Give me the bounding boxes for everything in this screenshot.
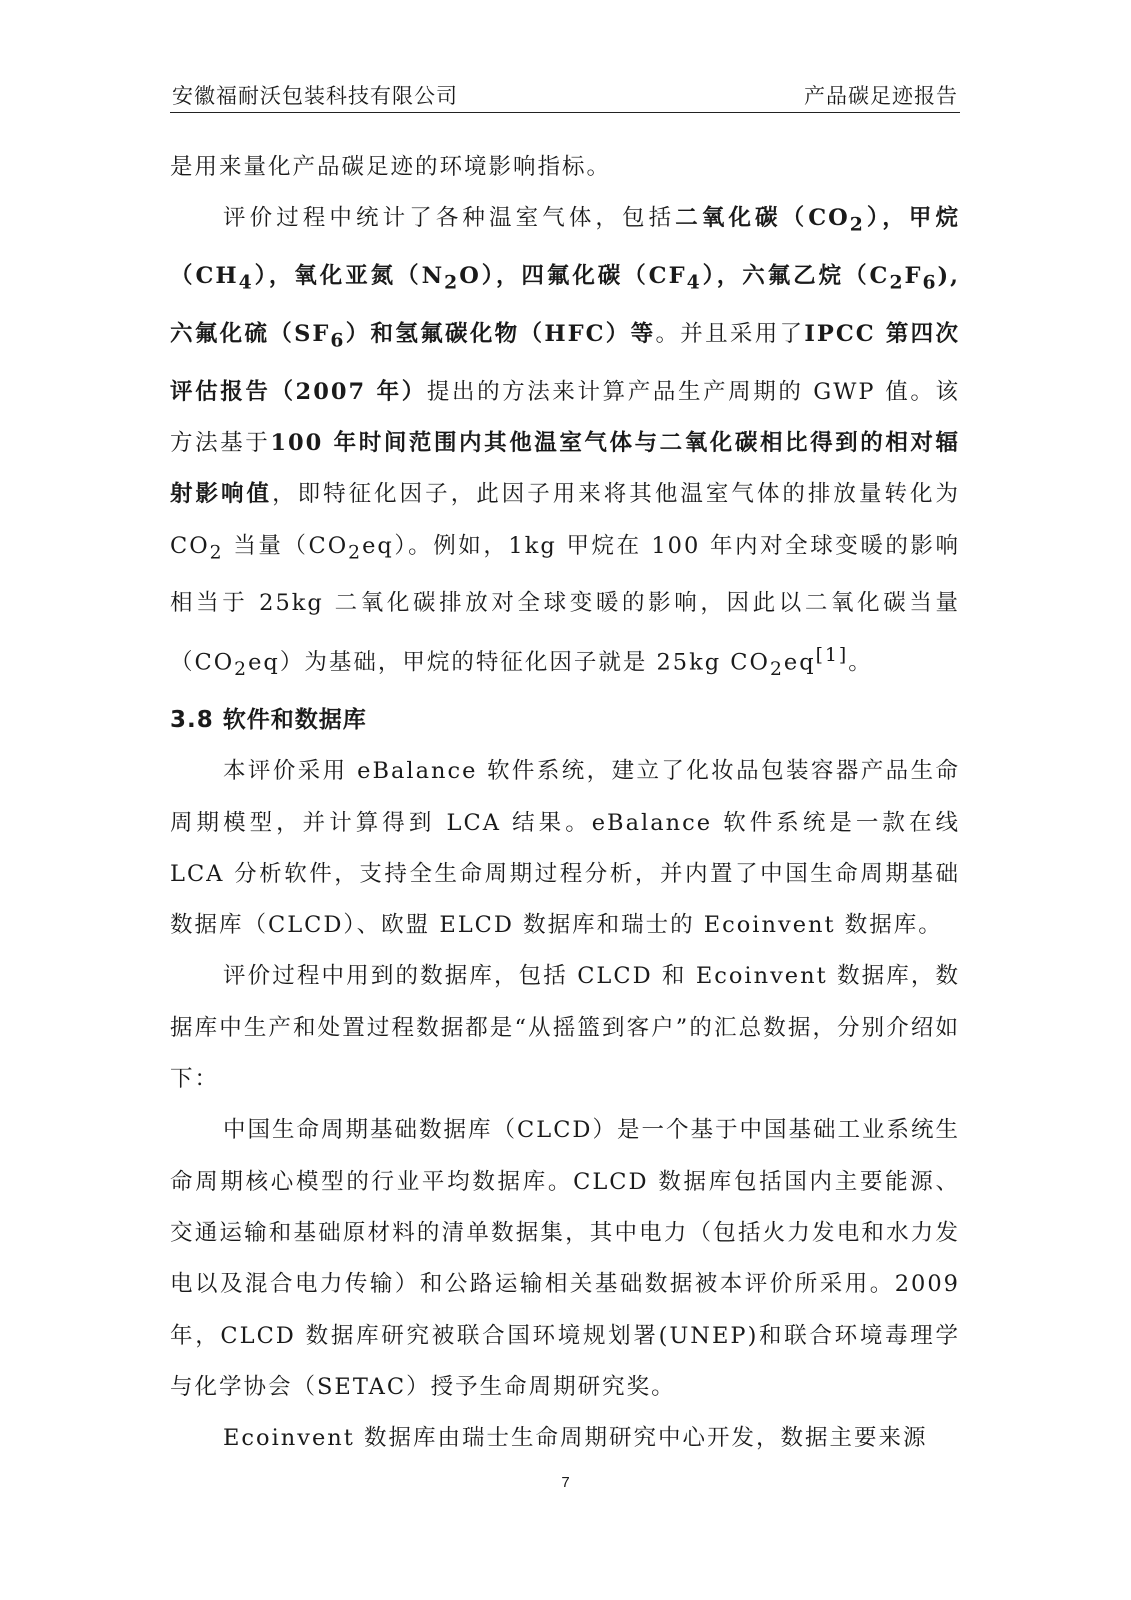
paragraph-ghg: 评价过程中统计了各种温室气体，包括二氧化碳$(CO_2)$，甲烷$(CH_4)$，氧化亚氮$(N_2O)$，四氟化碳$(CF_4)$，六氟乙烷$(C_2F_6)$, 六氟化硫$(SF_6)$和氢氟碳化物（HFC）等。并且采用了IPCC 第四次评估报告（2007 年）提出的方法来计算产品生产周期的 GWP 值。该方法基于100 年时间范围内其他温室气体与二氧化碳相比得到的相对辐射影响值，即特征化因子，此因子用来将其他温室气体的排放量转化为 $CO_2$ 当量$(CO_2eq)$。例如，1kg 甲烷在 100 年内对全球变暖的影响相当于 25kg 二氧化碳排放对全球变暖的影响，因此以二氧化碳当量$(CO_2eq)$为基础，甲烷的特征化因子就是 25kg $CO_2eq[1]$。 (170, 205, 960, 680)
paragraph-software: 本评价采用 eBalance 软件系统，建立了化妆品包装容器产品生命周期模型，并计算得到 LCA 结果。eBalance 软件系统是一款在线 LCA 分析软件，支持全生命周期过程分析，并内置了中国生命周期基础数据库（CLCD）、欧盟 ELCD 数据库和瑞士的 Ecoinvent 数据库。 (170, 758, 960, 939)
paragraph-clcd: 中国生命周期基础数据库（CLCD）是一个基于中国基础工业系统生命周期核心模型的行业平均数据库。CLCD 数据库包括国内主要能源、交通运输和基础原材料的清单数据集，其中电力（包括火力发电和水力发电以及混合电力传输）和公路运输相关基础数据被本评价所采用。2009 年，CLCD 数据库研究被联合国环境规划署(UNEP)和联合环境毒理学与化学协会（SETAC）授予生命周期研究奖。 (170, 1117, 960, 1400)
report-title: 产品碳足迹报告 (804, 84, 958, 108)
page-number: 7 (561, 1474, 570, 1491)
page-header (170, 80, 960, 113)
section-heading: 3.8 软件和数据库 (170, 706, 367, 733)
paragraph-databases: 评价过程中用到的数据库，包括 CLCD 和 Ecoinvent 数据库，数据库中生产和处置过程数据都是“从摇篮到客户”的汇总数据，分别介绍如下： (170, 963, 960, 1093)
citation-ref: [1] (815, 644, 849, 666)
document-body (170, 142, 960, 1464)
paragraph-ecoinvent: Ecoinvent 数据库由瑞士生命周期研究中心开发，数据主要来源 (223, 1425, 928, 1452)
paragraph-continuation: 是用来量化产品碳足迹的环境影响指标。 (170, 154, 612, 180)
company-name: 安徽福耐沃包装科技有限公司 (172, 84, 458, 108)
